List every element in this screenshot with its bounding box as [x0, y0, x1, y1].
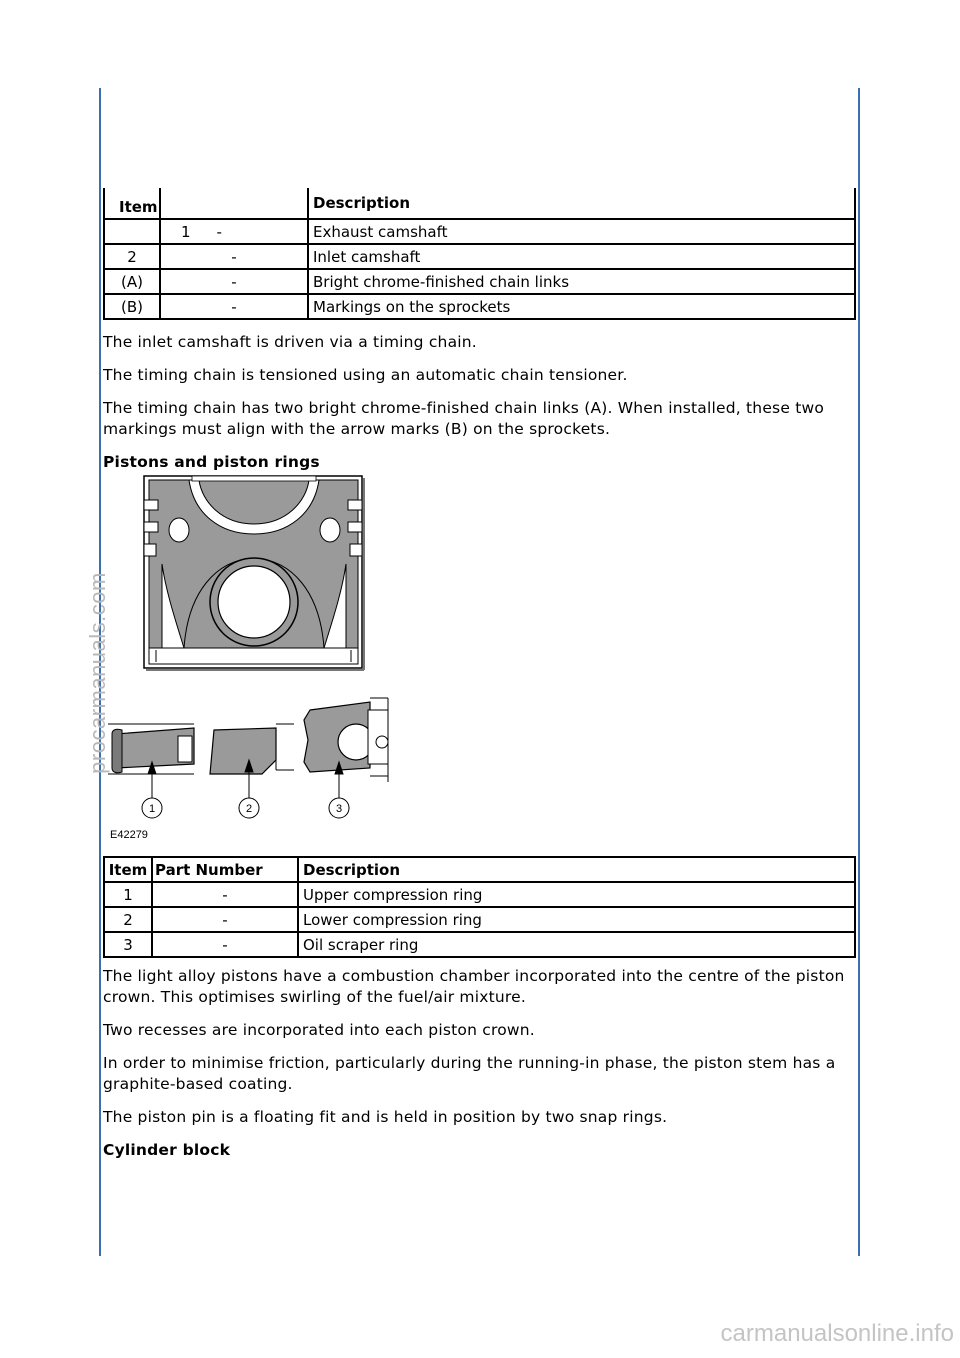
oil-scraper-ring-section: [304, 698, 388, 782]
right-page-border: [858, 88, 860, 1256]
header-part-number: [160, 188, 308, 219]
cell-description: Oil scraper ring: [298, 932, 855, 957]
cell-item: [104, 219, 160, 244]
callout-1: 1: [148, 803, 156, 815]
paragraph: The timing chain is tensioned using an automatic chain tensioner.: [103, 366, 628, 384]
header-item: Item: [104, 188, 160, 219]
paragraph: In order to minimise friction, particularly during the running-in phase, the piston stem has a graphite-based coating.: [103, 1054, 836, 1093]
table-row: [104, 219, 855, 244]
camshaft-table-wrapper: [103, 188, 856, 320]
cell-part-number: 1 -: [160, 219, 308, 244]
paragraph: The timing chain has two bright chrome-finished chain links (A). When installed, these two markings must align with the arrow marks (B) on the sprockets.: [103, 399, 825, 438]
callout-3: 3: [335, 803, 343, 815]
cell-item: 3: [104, 932, 152, 957]
side-watermark: procarmanuals.com: [85, 572, 110, 774]
table-row: [104, 244, 855, 269]
piston-diagram: [104, 472, 394, 844]
piston-rings-table: [103, 856, 856, 958]
paragraph: The inlet camshaft is driven via a timing chain.: [103, 333, 477, 351]
cell-item: (B): [104, 294, 160, 319]
cell-item: 2: [104, 244, 160, 269]
table-row: [104, 294, 855, 319]
lower-compression-ring-section: [210, 724, 294, 774]
header-item: Item: [104, 857, 152, 882]
cell-description: Bright chrome-finished chain links: [308, 269, 855, 294]
piston-rings-table-wrapper: [103, 856, 856, 958]
camshaft-table: [103, 188, 856, 320]
cell-description: Upper compression ring: [298, 882, 855, 907]
cell-part-number: -: [160, 269, 308, 294]
timing-chain-text: [103, 332, 856, 473]
cell-description: Exhaust camshaft: [308, 219, 855, 244]
cell-part-number: -: [152, 932, 298, 957]
section-heading-pistons: Pistons and piston rings: [103, 453, 320, 471]
header-description: Description: [298, 857, 855, 882]
cell-description: Lower compression ring: [298, 907, 855, 932]
header-description: Description: [308, 188, 855, 219]
cell-item: (A): [104, 269, 160, 294]
cell-part-number: -: [160, 294, 308, 319]
table-row: [104, 882, 855, 907]
cell-item: 1: [104, 882, 152, 907]
table-header-row: [104, 188, 855, 219]
table-row: [104, 932, 855, 957]
paragraph: Two recesses are incorporated into each piston crown.: [103, 1021, 535, 1039]
paragraph: The light alloy pistons have a combustion chamber incorporated into the centre of the piston crown. This optimises swirling of the fuel/air mixture.: [103, 967, 845, 1006]
paragraph: The piston pin is a floating fit and is held in position by two snap rings.: [103, 1108, 668, 1126]
cell-description: Markings on the sprockets: [308, 294, 855, 319]
table-header-row: [104, 857, 855, 882]
cell-part-number: -: [160, 244, 308, 269]
header-part-number: Part Number: [152, 857, 298, 882]
bottom-watermark: carmanualsonline.info: [720, 1320, 954, 1347]
table-row: [104, 269, 855, 294]
piston-illustration: [144, 476, 364, 670]
figure-reference: E42279: [110, 829, 148, 841]
table-row: [104, 907, 855, 932]
cell-item: 2: [104, 907, 152, 932]
cell-part-number: -: [152, 882, 298, 907]
callout-2: 2: [245, 803, 253, 815]
cell-description: Inlet camshaft: [308, 244, 855, 269]
pistons-text: [103, 966, 856, 1161]
cell-part-number: -: [152, 907, 298, 932]
section-heading-cylinder-block: Cylinder block: [103, 1141, 231, 1159]
